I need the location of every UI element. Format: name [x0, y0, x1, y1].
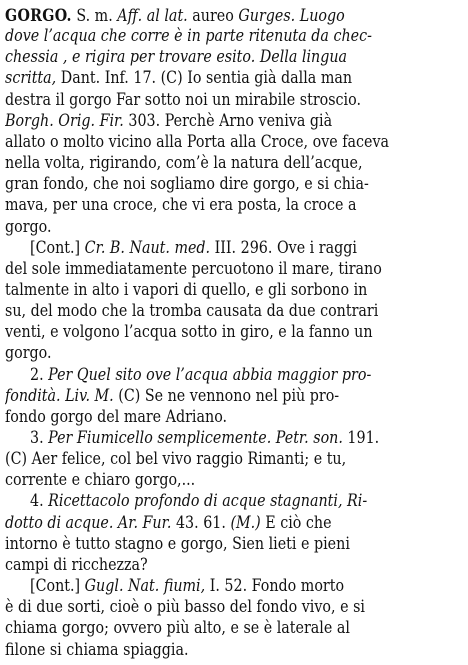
text-segment: nella volta, rigirando, com’è la natura dell’acque, [5, 153, 363, 173]
text-segment: (C) Aer felice, col bel vivo raggio Rimanti; e tu, [5, 449, 347, 469]
text-segment: dotto di acque. Ar. Fur. [5, 512, 176, 532]
text-segment: del sole immediatamente percuotono il mare, tirano [5, 258, 382, 278]
text-segment: (M.) [230, 512, 261, 532]
text-segment: Per Quel sito ove l’acqua abbia maggior pro- [48, 364, 372, 384]
text-segment: gorgo. [5, 216, 52, 236]
text-segment: 303. Perchè Arno veniva già [128, 110, 333, 130]
text-segment: venti, e volgono l’acqua sotto in giro, e la fanno un [5, 322, 373, 342]
text-segment: 191. [347, 428, 380, 447]
text-segment: 2. [30, 364, 49, 384]
text-segment: Aff. al lat. [117, 6, 193, 25]
text-segment: Gurges. Luogo [238, 6, 345, 25]
text-line [5, 638, 399, 662]
text-segment: (C) Se ne vennono nel più pro- [118, 385, 340, 405]
text-segment: aureo [192, 6, 239, 25]
text-segment: Ricettacolo profondo di acque stagnanti, Ri- [48, 491, 368, 511]
text-segment: [Cont.] [30, 576, 85, 596]
text-segment: corrente e chiaro gorgo,... [5, 470, 196, 490]
text-segment: dove l’acqua che corre è in parte ritenuta da chec- [5, 26, 372, 46]
text-segment: S. m. [71, 6, 118, 25]
text-segment: allato o molto vicino alla Porta alla Croce, ove faceva [5, 131, 390, 151]
text-segment: Borgh. Orig. Fir. [5, 110, 129, 130]
text-segment: gorgo. [5, 343, 52, 363]
text-segment: Dant. Inf. 17. (C) Io sentia già dalla man [60, 68, 353, 88]
text-segment: 4. [30, 491, 49, 511]
text-segment: è di due sorti, cioè o più basso del fondo vivo, e si [5, 597, 365, 617]
text-segment: Cr. B. Naut. med. [84, 237, 215, 257]
text-segment: I. 52. Fondo morto [209, 576, 345, 596]
text-segment: campi di ricchezza? [5, 554, 148, 574]
text-segment: III. 296. Ove i raggi [214, 237, 357, 257]
text-segment: destra il gorgo Far sotto noi un mirabile stroscio. [5, 89, 361, 109]
text-segment: chiama gorgo; ovvero più alto, e se è laterale al [5, 618, 350, 638]
text-segment: Gugl. Nat. fiumi, [84, 576, 210, 596]
text-segment: talmente in alto i vapori di quello, e gli sorbono in [5, 279, 368, 299]
text-segment: fondità. Liv. M. [5, 385, 119, 405]
text-segment: scritta, [5, 68, 61, 88]
text-segment: E ciò che [260, 512, 332, 532]
text-segment: su, del modo che la tromba causata da due contrari [5, 301, 379, 321]
text-segment: intorno è tutto stagno e gorgo, Sien lieti e pieni [5, 533, 350, 553]
text-segment: gran fondo, che noi sogliamo dire gorgo, e si chia- [5, 174, 369, 194]
text-segment: fondo gorgo del mare Adriano. [5, 406, 228, 426]
text-segment: filone si chiama spiaggia. [5, 639, 189, 659]
text-segment: mava, per una croce, che vi era posta, la croce a [5, 195, 357, 215]
text-segment: Per Fiumicello semplicemente. Petr. son. [48, 428, 348, 447]
headword: GORGO. [5, 5, 72, 25]
text-segment: [Cont.] [30, 237, 85, 257]
text-segment: chessia , e rigira per trovare esito. Della lingua [5, 47, 348, 67]
text-segment: 43. 61. [175, 512, 231, 532]
text-segment: 3. [30, 428, 49, 447]
